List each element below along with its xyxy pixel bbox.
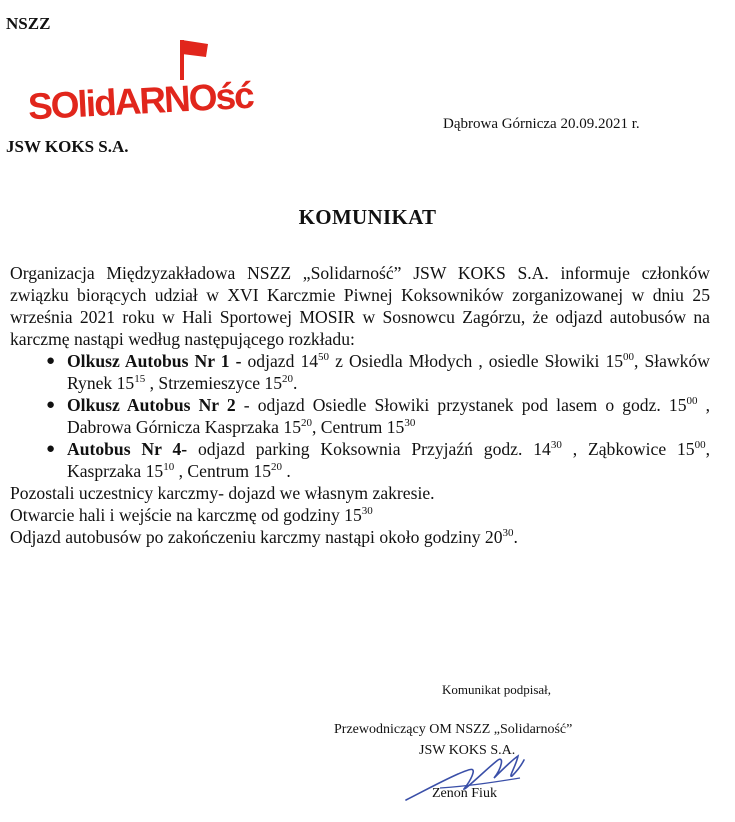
- schedule-text: , Dabrowa Górnicza Kasprzaka 15: [67, 395, 710, 437]
- opening-text: Otwarcie hali i wejście na karczmę od godziny 15: [10, 505, 362, 525]
- return-time: [10, 526, 710, 548]
- bullet-icon: ●: [46, 353, 56, 369]
- schedule-text: , Kasprzaka 15: [67, 439, 710, 481]
- schedule-text: , Centrum 15: [312, 417, 405, 437]
- bus-list: [10, 350, 710, 482]
- departure-minutes: 20: [301, 417, 312, 430]
- logo-flag: [182, 40, 208, 57]
- org-name-top: NSZZ: [6, 14, 51, 33]
- departure-minutes: 30: [550, 439, 562, 452]
- bus-item-1: [10, 350, 710, 394]
- bus-name: Olkusz Autobus Nr 2: [67, 395, 236, 415]
- opening-time: [10, 504, 710, 526]
- schedule-text: odjazd 14: [241, 351, 319, 371]
- departure-minutes: 00: [686, 395, 698, 408]
- return-tail: .: [513, 527, 518, 547]
- signatory-name: Zenon Fiuk: [432, 786, 497, 801]
- bullet-icon: ●: [46, 397, 56, 413]
- schedule-text: , Sławków Rynek 15: [67, 351, 710, 393]
- document-body: [10, 262, 710, 548]
- schedule-text: , Strzemieszyce 15: [145, 373, 283, 393]
- bus-schedule: [67, 395, 710, 437]
- bus-name: Autobus Nr 4-: [67, 439, 188, 459]
- solidarnosc-logo: [22, 32, 254, 132]
- opening-minutes: 30: [361, 505, 373, 518]
- bus-item-2: [10, 394, 710, 438]
- remaining-participants: Pozostali uczestnicy karczmy- dojazd we własnym zakresie.: [10, 483, 435, 503]
- return-text: Odjazd autobusów po zakończeniu karczmy nastąpi około godziny 20: [10, 527, 503, 547]
- date-line: Dąbrowa Górnicza 20.09.2021 r.: [443, 116, 640, 132]
- departure-minutes: 00: [623, 351, 635, 364]
- departure-minutes: 50: [318, 351, 330, 364]
- bullet-icon: ●: [46, 441, 56, 457]
- schedule-text: .: [293, 373, 298, 393]
- intro-paragraph: Organizacja Międzyzakładowa NSZZ „Solidarność” JSW KOKS S.A. informuje członków związku biorących udział w XVI Karczmie Piwnej Koksowników zorganizowanej w dniu 25 września 2021 roku w Hali Sportowej MOSIR w Sosnowcu Zagórzu, że odjazd autobusów na karczmę nastąpi według następującego rozkładu:: [10, 263, 710, 349]
- departure-minutes: 00: [694, 439, 706, 452]
- schedule-text: .: [282, 461, 291, 481]
- schedule-text: odjazd parking Koksownia Przyjaźń godz. 14: [187, 439, 551, 459]
- bus-item-3: [10, 438, 710, 482]
- schedule-text: z Osiedla Młodych , osiedle Słowiki 15: [329, 351, 624, 371]
- departure-minutes: 30: [404, 417, 416, 430]
- signatory-org: JSW KOKS S.A.: [419, 743, 516, 758]
- org-name-bottom: JSW KOKS S.A.: [6, 137, 129, 156]
- schedule-text: , Ząbkowice 15: [561, 439, 695, 459]
- signed-label: Komunikat podpisał,: [442, 682, 552, 697]
- departure-minutes: 20: [282, 373, 294, 386]
- return-minutes: 30: [502, 527, 514, 540]
- bus-schedule: [67, 351, 710, 393]
- departure-minutes: 15: [134, 373, 146, 386]
- departure-minutes: 10: [163, 461, 175, 474]
- departure-minutes: 20: [271, 461, 282, 474]
- document-title: KOMUNIKAT: [298, 205, 437, 229]
- svg-text:SOlidARNOść: SOlidARNOść: [27, 74, 254, 128]
- schedule-text: - odjazd Osiedle Słowiki przystanek pod lasem o godz. 15: [235, 395, 687, 415]
- schedule-text: , Centrum 15: [174, 461, 271, 481]
- chair-title: Przewodniczący OM NSZZ „Solidarność”: [334, 722, 573, 737]
- bus-schedule: [67, 439, 710, 481]
- bus-name: Olkusz Autobus Nr 1 -: [67, 351, 242, 371]
